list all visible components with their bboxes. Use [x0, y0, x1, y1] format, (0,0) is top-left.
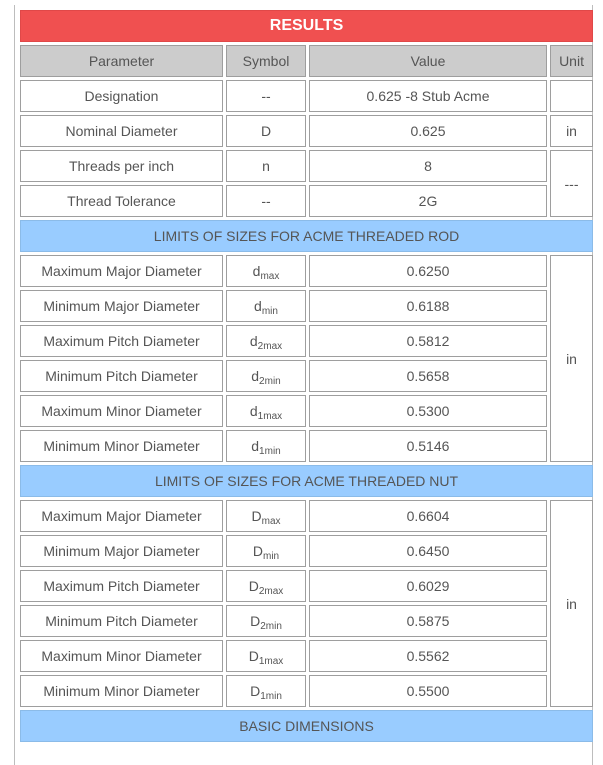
symbol-cell: [226, 430, 306, 462]
symbol-cell: --: [226, 80, 306, 112]
unit-cell: ---: [550, 150, 593, 217]
symbol-subscript: min: [263, 551, 280, 562]
header-parameter: Parameter: [20, 45, 223, 77]
results-table: [17, 7, 596, 745]
symbol-cell: [226, 500, 306, 532]
symbol-subscript: 1max: [257, 411, 283, 422]
table-row: [20, 325, 593, 357]
symbol-base: d: [249, 403, 258, 419]
symbol-cell: [226, 640, 306, 672]
table-row: [20, 395, 593, 427]
symbol-subscript: 2max: [257, 341, 283, 352]
parameter-cell: Designation: [20, 80, 223, 112]
value-cell: 0.6250: [309, 255, 547, 287]
header-unit: Unit: [550, 45, 593, 77]
header-symbol: Symbol: [226, 45, 306, 77]
symbol-base: d: [251, 438, 260, 454]
table-row: [20, 185, 593, 217]
table-row: [20, 675, 593, 707]
header-value: Value: [309, 45, 547, 77]
parameter-cell: Maximum Pitch Diameter: [20, 325, 223, 357]
parameter-cell: Maximum Pitch Diameter: [20, 570, 223, 602]
symbol-base: d: [251, 368, 260, 384]
parameter-cell: Minimum Pitch Diameter: [20, 605, 223, 637]
symbol-cell: [226, 290, 306, 322]
table-row: [20, 150, 593, 182]
value-cell: 0.5875: [309, 605, 547, 637]
table-row: [20, 640, 593, 672]
symbol-cell: [226, 570, 306, 602]
value-cell: 0.5300: [309, 395, 547, 427]
symbol-cell: [226, 325, 306, 357]
symbol-base: D: [248, 578, 259, 594]
value-cell: 0.5658: [309, 360, 547, 392]
table-row: [20, 430, 593, 462]
unit-cell-rod: in: [550, 255, 593, 462]
table-row: [20, 605, 593, 637]
parameter-cell: Minimum Pitch Diameter: [20, 360, 223, 392]
symbol-subscript: 1min: [260, 691, 282, 702]
unit-cell: [550, 80, 593, 112]
value-cell: 0.5562: [309, 640, 547, 672]
symbol-base: D: [250, 683, 261, 699]
symbol-subscript: 1max: [258, 656, 284, 667]
symbol-cell: --: [226, 185, 306, 217]
symbol-base: d: [254, 298, 262, 314]
parameter-cell: Minimum Minor Diameter: [20, 675, 223, 707]
symbol-base: d: [249, 333, 258, 349]
symbol-subscript: max: [261, 516, 281, 527]
table-row: [20, 80, 593, 112]
symbol-subscript: min: [261, 306, 278, 317]
symbol-cell: [226, 360, 306, 392]
table-row: [20, 360, 593, 392]
value-cell: 0.5812: [309, 325, 547, 357]
symbol-subscript: 1min: [259, 446, 281, 457]
header-row: [20, 45, 593, 77]
table-row: [20, 255, 593, 287]
symbol-base: D: [252, 543, 263, 559]
parameter-cell: Maximum Major Diameter: [20, 500, 223, 532]
table-row: [20, 290, 593, 322]
section-title-basic: BASIC DIMENSIONS: [20, 710, 593, 742]
parameter-cell: Threads per inch: [20, 150, 223, 182]
parameter-cell: Maximum Minor Diameter: [20, 395, 223, 427]
parameter-cell: Minimum Major Diameter: [20, 535, 223, 567]
symbol-cell: [226, 395, 306, 427]
value-cell: 0.5146: [309, 430, 547, 462]
value-cell: 8: [309, 150, 547, 182]
parameter-cell: Maximum Minor Diameter: [20, 640, 223, 672]
table-row: [20, 115, 593, 147]
value-cell: 0.5500: [309, 675, 547, 707]
parameter-cell: Maximum Major Diameter: [20, 255, 223, 287]
symbol-cell: [226, 535, 306, 567]
symbol-base: D: [248, 648, 259, 664]
value-cell: 0.6450: [309, 535, 547, 567]
parameter-cell: Thread Tolerance: [20, 185, 223, 217]
unit-cell: in: [550, 115, 593, 147]
section-title-nut: LIMITS OF SIZES FOR ACME THREADED NUT: [20, 465, 593, 497]
symbol-cell: [226, 675, 306, 707]
unit-cell-nut: in: [550, 500, 593, 707]
symbol-base: d: [252, 263, 261, 279]
symbol-cell: n: [226, 150, 306, 182]
value-cell: 0.625 -8 Stub Acme: [309, 80, 547, 112]
symbol-cell: D: [226, 115, 306, 147]
value-cell: 0.6604: [309, 500, 547, 532]
symbol-subscript: 2max: [258, 586, 284, 597]
table-row: [20, 535, 593, 567]
section-row-basic: [20, 710, 593, 742]
symbol-subscript: 2min: [259, 376, 281, 387]
section-row-rod: [20, 220, 593, 252]
value-cell: 0.6188: [309, 290, 547, 322]
section-row-nut: [20, 465, 593, 497]
results-title: RESULTS: [20, 10, 593, 42]
section-title-rod: LIMITS OF SIZES FOR ACME THREADED ROD: [20, 220, 593, 252]
symbol-cell: [226, 605, 306, 637]
value-cell: 0.6029: [309, 570, 547, 602]
table-row: [20, 500, 593, 532]
value-cell: 2G: [309, 185, 547, 217]
symbol-cell: [226, 255, 306, 287]
title-row: [20, 10, 593, 42]
parameter-cell: Minimum Minor Diameter: [20, 430, 223, 462]
symbol-base: D: [250, 613, 261, 629]
parameter-cell: Minimum Major Diameter: [20, 290, 223, 322]
symbol-base: D: [251, 508, 262, 524]
results-panel: [14, 5, 593, 765]
symbol-subscript: max: [260, 271, 280, 282]
symbol-subscript: 2min: [260, 621, 282, 632]
table-row: [20, 570, 593, 602]
parameter-cell: Nominal Diameter: [20, 115, 223, 147]
value-cell: 0.625: [309, 115, 547, 147]
